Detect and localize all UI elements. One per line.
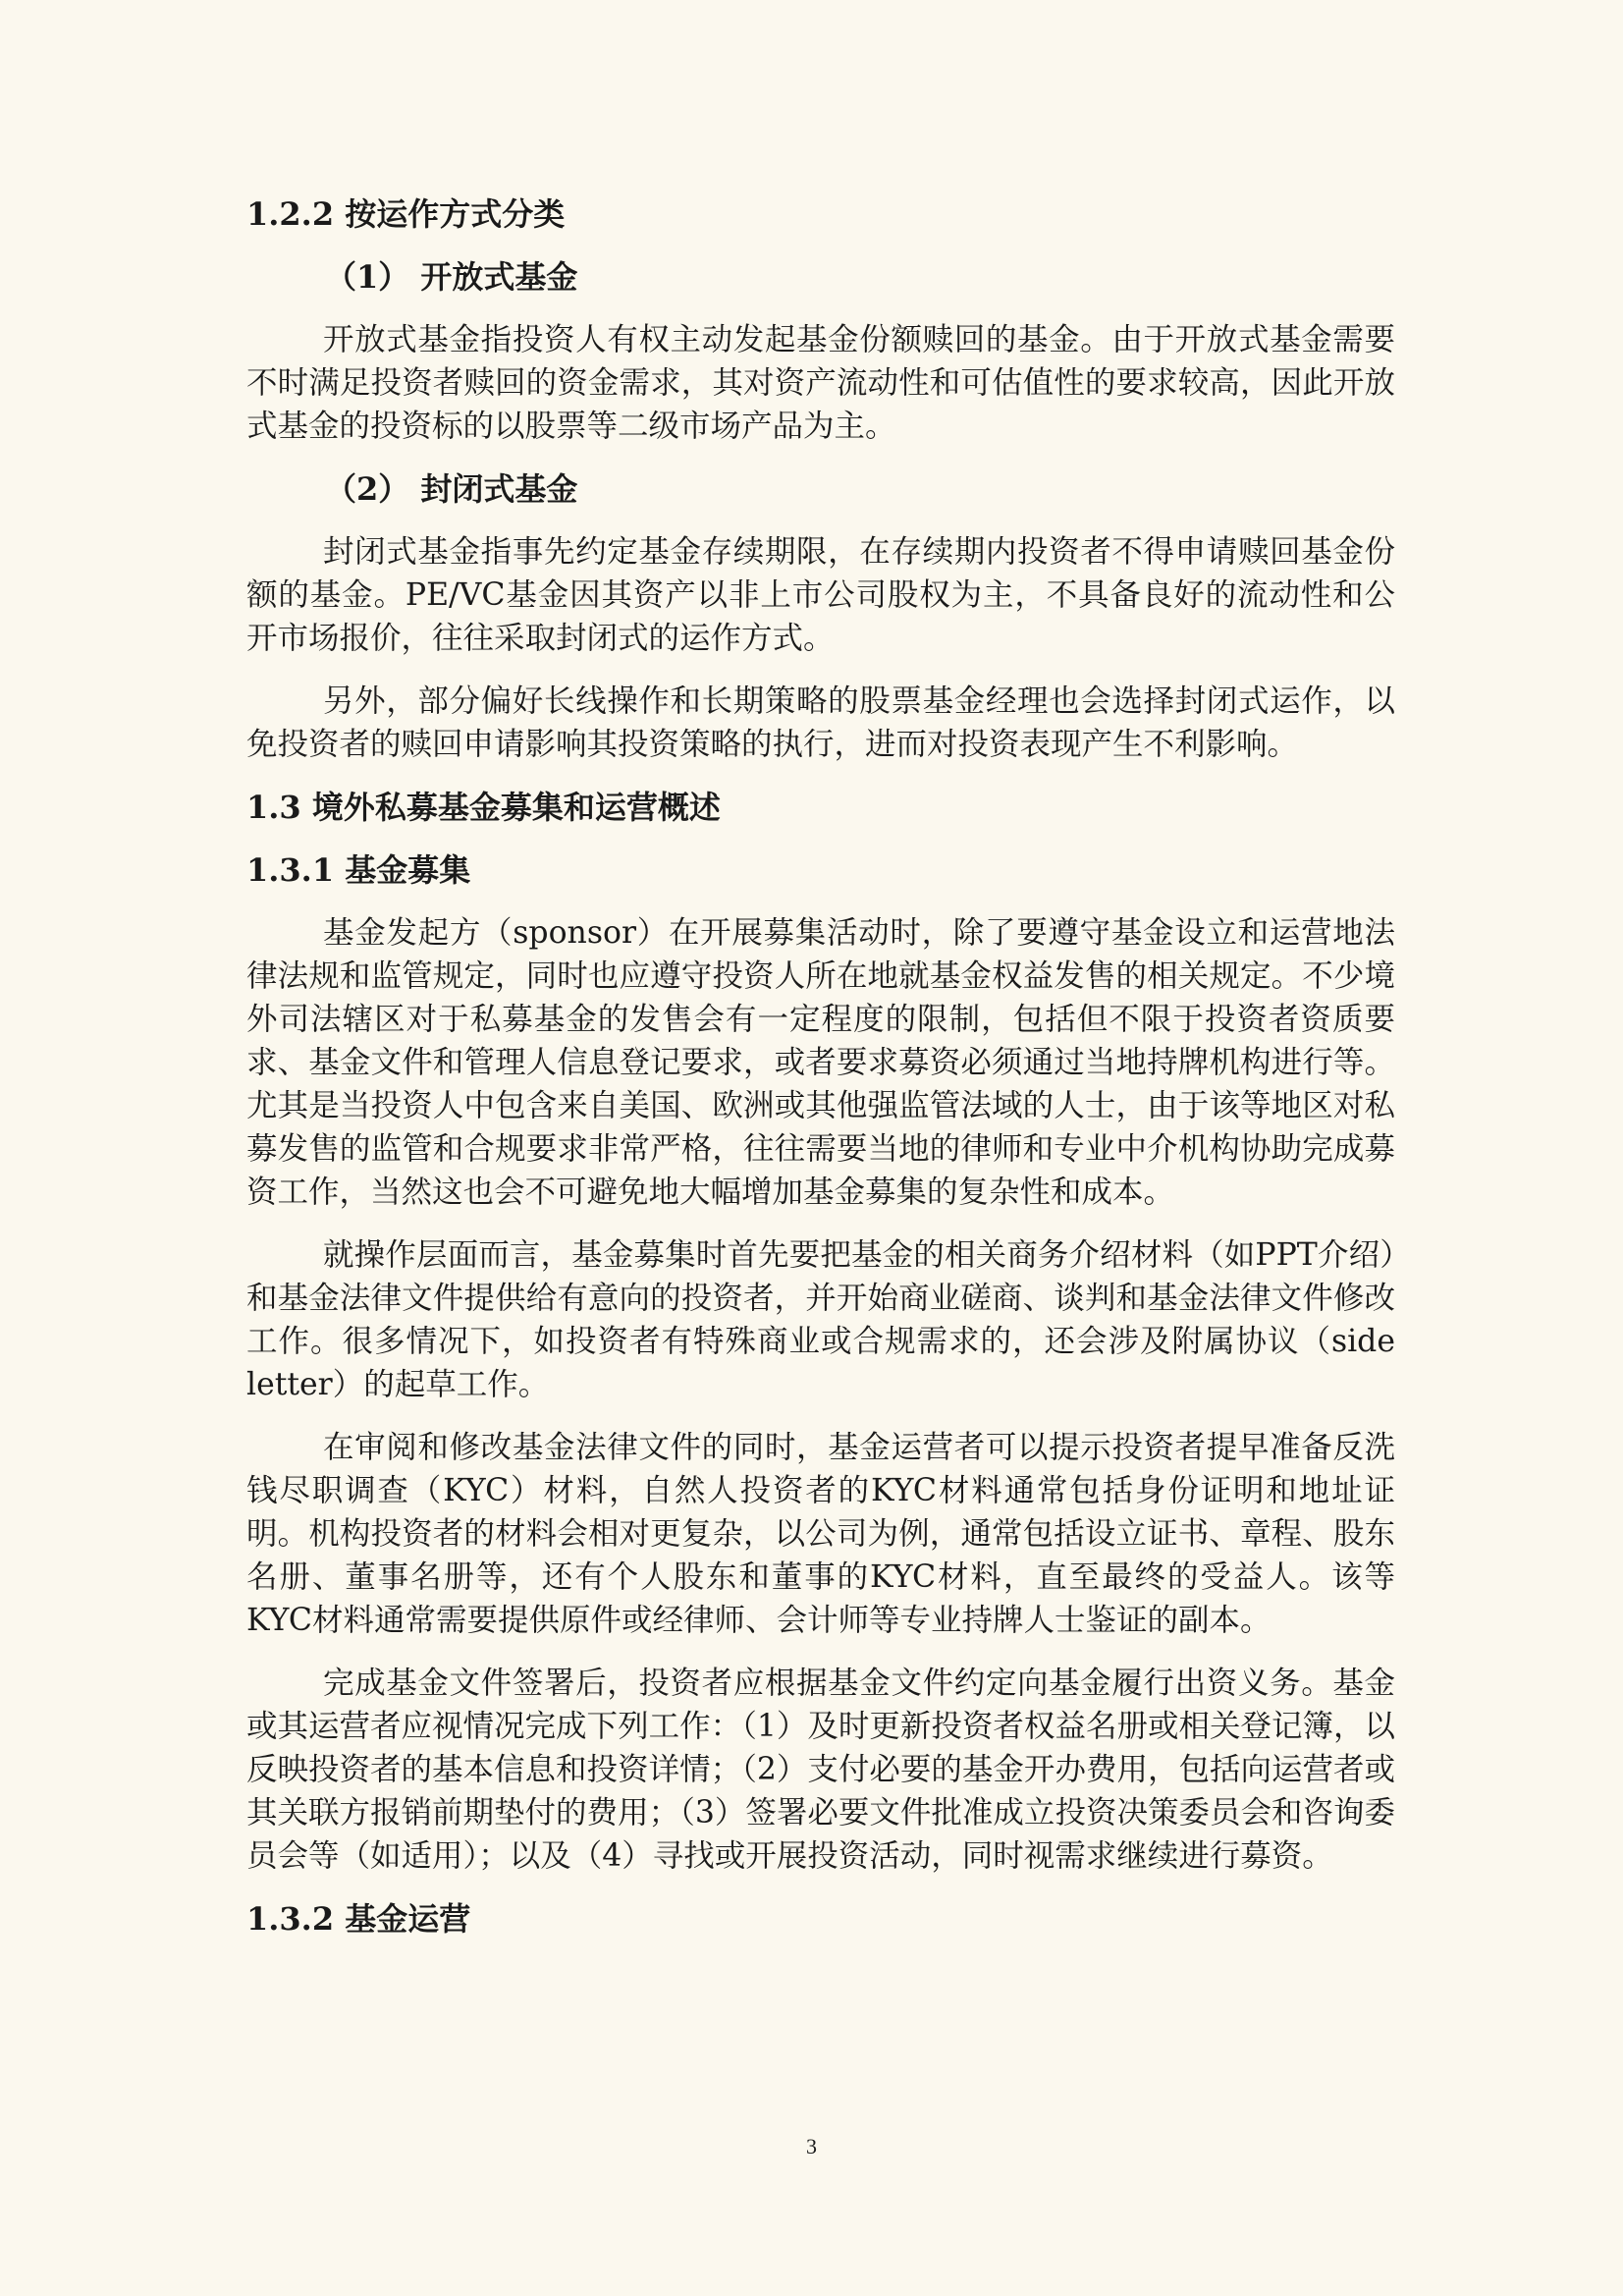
document-page: [246, 192, 1395, 1941]
section-heading-1-3: 1.3 境外私募基金募集和运营概述: [246, 789, 721, 826]
paragraph: 基金发起方（sponsor）在开展募集活动时，除了要遵守基金设立和运营地法律法规和监管规定，同时也应遵守投资人所在地就基金权益发售的相关规定。不少境外司法辖区对于私募基金的发售会有一定程度的限制，包括但不限于投资者资质要求、基金文件和管理人信息登记要求，或者要求募资必须通过当地持牌机构进行等。尤其是当投资人中包含来自美国、欧洲或其他强监管法域的人士，由于该等地区对私募发售的监管和合规要求非常严格，往往需要当地的律师和专业中介机构协助完成募资工作，当然这也会不可避免地大幅增加基金募集的复杂性和成本。: [246, 915, 1395, 1210]
paragraph: 封闭式基金指事先约定基金存续期限，在存续期内投资者不得申请赎回基金份额的基金。PE/VC基金因其资产以非上市公司股权为主，不具备良好的流动性和公开市场报价，往往采取封闭式的运作方式。: [246, 534, 1395, 656]
paragraph: 开放式基金指投资人有权主动发起基金份额赎回的基金。由于开放式基金需要不时满足投资者赎回的资金需求，其对资产流动性和可估值性的要求较高，因此开放式基金的投资标的以股票等二级市场产品为主。: [246, 322, 1395, 444]
section-heading-1-2-2: 1.2.2 按运作方式分类: [246, 195, 566, 233]
paragraph: 在审阅和修改基金法律文件的同时，基金运营者可以提示投资者提早准备反洗钱尽职调查（KYC）材料，自然人投资者的KYC材料通常包括身份证明和地址证明。机构投资者的材料会相对更复杂，以公司为例，通常包括设立证书、章程、股东名册、董事名册等，还有个人股东和董事的KYC材料，直至最终的受益人。该等KYC材料通常需要提供原件或经律师、会计师等专业持牌人士鉴证的副本。: [246, 1430, 1395, 1638]
subsection-heading-open-end: （1） 开放式基金: [325, 258, 578, 296]
page-number: 3: [806, 2134, 817, 2159]
paragraph: 就操作层面而言，基金募集时首先要把基金的相关商务介绍材料（如PPT介绍）和基金法律文件提供给有意向的投资者，并开始商业磋商、谈判和基金法律文件修改工作。很多情况下，如投资者有特殊商业或合规需求的，还会涉及附属协议（side letter）的起草工作。: [246, 1237, 1395, 1402]
section-heading-1-3-2: 1.3.2 基金运营: [246, 1900, 471, 1938]
section-heading-1-3-1: 1.3.1 基金募集: [246, 851, 471, 889]
paragraph: 完成基金文件签署后，投资者应根据基金文件约定向基金履行出资义务。基金或其运营者应视情况完成下列工作：（1）及时更新投资者权益名册或相关登记簿，以反映投资者的基本信息和投资详情；（2）支付必要的基金开办费用，包括向运营者或其关联方报销前期垫付的费用；（3）签署必要文件批准成立投资决策委员会和咨询委员会等（如适用）；以及（4）寻找或开展投资活动，同时视需求继续进行募资。: [246, 1666, 1395, 1874]
paragraph: 另外，部分偏好长线操作和长期策略的股票基金经理也会选择封闭式运作，以免投资者的赎回申请影响其投资策略的执行，进而对投资表现产生不利影响。: [246, 683, 1395, 762]
subsection-heading-closed-end: （2） 封闭式基金: [325, 470, 578, 508]
